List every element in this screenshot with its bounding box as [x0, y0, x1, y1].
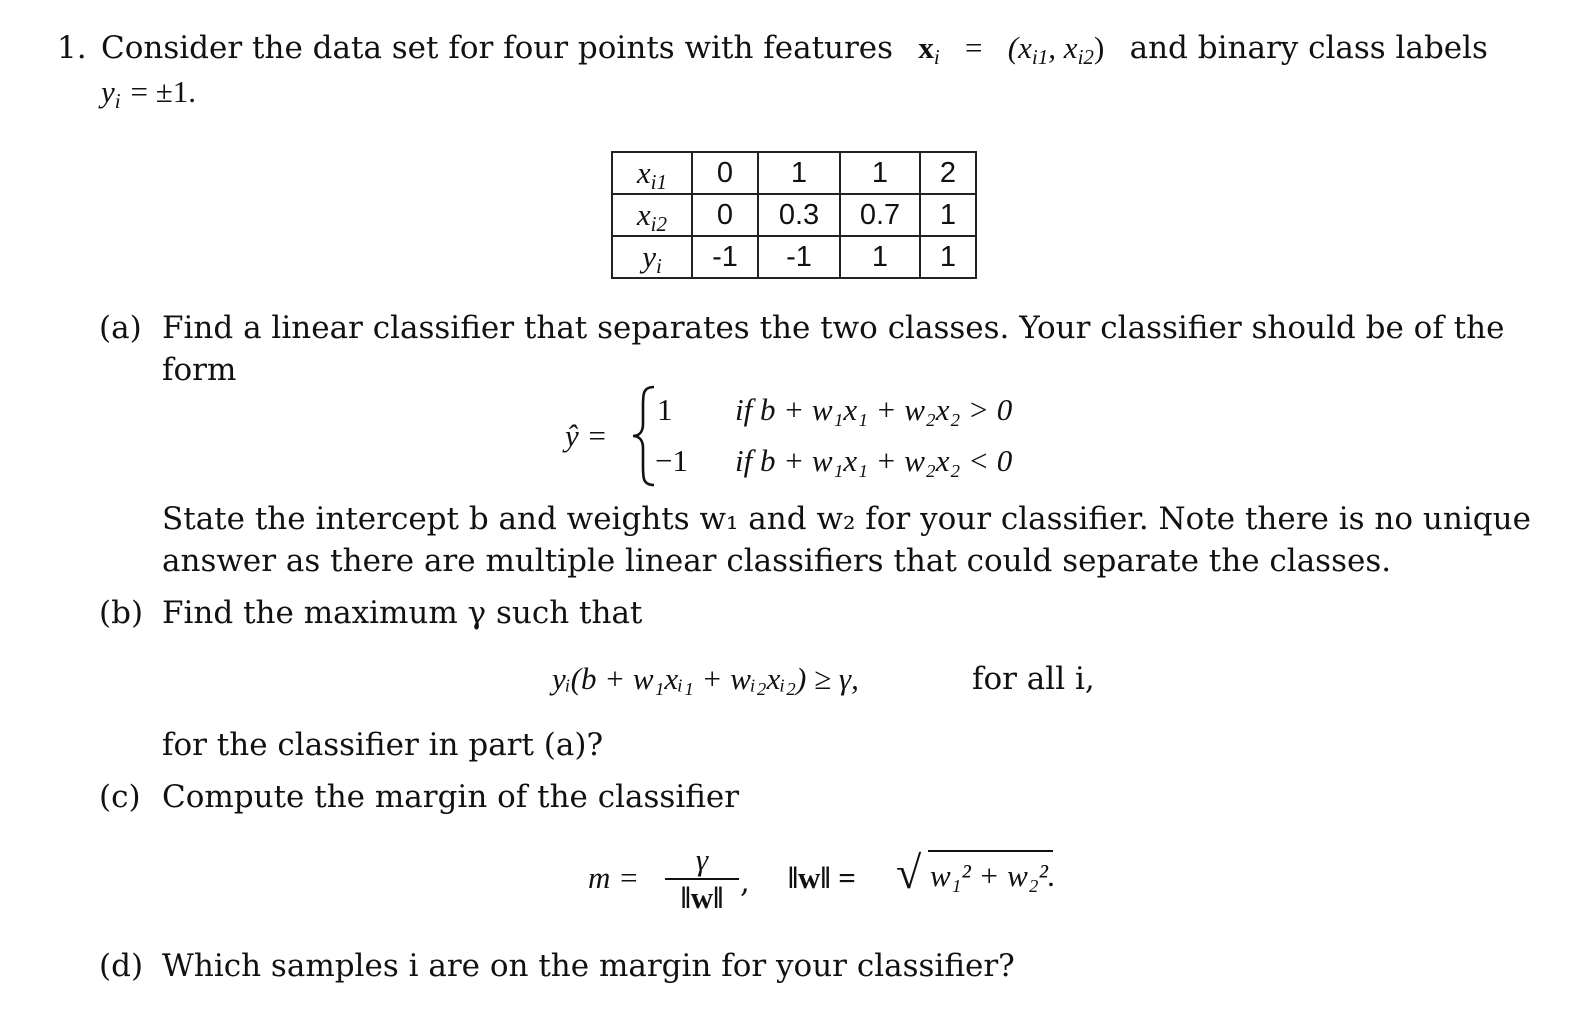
part-b-label: (b) [99, 595, 144, 631]
intro-text: Consider the data set for four points with features [101, 30, 894, 66]
intro-tail: and binary class labels [1129, 30, 1488, 66]
part-b-line1: Find the maximum γ such that [162, 595, 643, 631]
case2-condition: if b + w₁x₁ + w₂x₂ < 0 [735, 443, 1013, 478]
part-a-state-line2: answer as there are multiple linear classifiers that could separate the classes. [162, 543, 1392, 579]
table-cell: 1 [758, 152, 840, 194]
sqrt-symbol: √ [896, 847, 922, 898]
part-d-label: (d) [99, 948, 144, 984]
case-brace [630, 384, 658, 488]
intro-feature: $x_i$ [918, 30, 940, 69]
table-cell: -1 [692, 236, 758, 278]
table-cell: 2 [920, 152, 976, 194]
norm-lhs: ‖w‖ = [788, 860, 856, 895]
sqrt-vinculum [928, 850, 1053, 852]
table-cell: 1 [920, 236, 976, 278]
intro-eq: = [965, 30, 983, 65]
table-row [612, 152, 976, 194]
table-cell: 1 [920, 194, 976, 236]
table-header-cell: $y_i$ [612, 236, 692, 278]
case1-condition: if b + w₁x₁ + w₂x₂ > 0 [735, 392, 1013, 427]
problem-intro-line1 [101, 30, 1488, 69]
yhat-lhs: ŷ = [565, 418, 608, 453]
part-b-line2: for the classifier in part (a)? [162, 727, 604, 763]
intro-tuple: ($x_{i1}$, $x_{i2}$) [1007, 30, 1105, 69]
table-row [612, 236, 976, 278]
part-a-line1: Find a linear classifier that separates the two classes. Your classifier should be of the [162, 310, 1505, 346]
part-a-line2: form [162, 352, 237, 388]
table-row [612, 194, 976, 236]
sqrt-content: w₁² + w₂². [930, 858, 1056, 893]
part-b-equation-tail: for all i, [972, 661, 1095, 697]
table-header-cell: $x_{i1}$ [612, 152, 692, 194]
table-cell: 1 [840, 152, 920, 194]
fraction-numerator: γ [695, 842, 709, 877]
table-cell: 0 [692, 194, 758, 236]
table-cell: 0.3 [758, 194, 840, 236]
data-table [611, 151, 977, 279]
margin-lhs: m = [588, 860, 640, 895]
part-a-label: (a) [99, 310, 142, 346]
table-header-cell: $x_{i2}$ [612, 194, 692, 236]
table-cell: 0 [692, 152, 758, 194]
margin-fraction [665, 842, 739, 916]
part-c-line1: Compute the margin of the classifier [162, 779, 740, 815]
table-cell: 0.7 [840, 194, 920, 236]
table-cell: -1 [758, 236, 840, 278]
case2-value: −1 [655, 443, 688, 478]
case1-value: 1 [657, 392, 673, 427]
part-d-line1: Which samples i are on the margin for your classifier? [162, 948, 1015, 984]
fraction-denominator: ‖w‖ [665, 878, 739, 916]
fraction-comma: , [740, 864, 750, 900]
part-c-label: (c) [99, 779, 141, 815]
problem-number: 1. [57, 30, 87, 66]
table-cell: 1 [840, 236, 920, 278]
problem-intro-line2: $y_i = \pm 1$. [101, 74, 196, 113]
part-a-state-line1: State the intercept b and weights w₁ and w₂ for your classifier. Note there is no unique [162, 501, 1531, 537]
part-b-equation: yᵢ(b + w₁xᵢ₁ + wᵢ₂xᵢ₂) ≥ γ, [552, 661, 859, 696]
